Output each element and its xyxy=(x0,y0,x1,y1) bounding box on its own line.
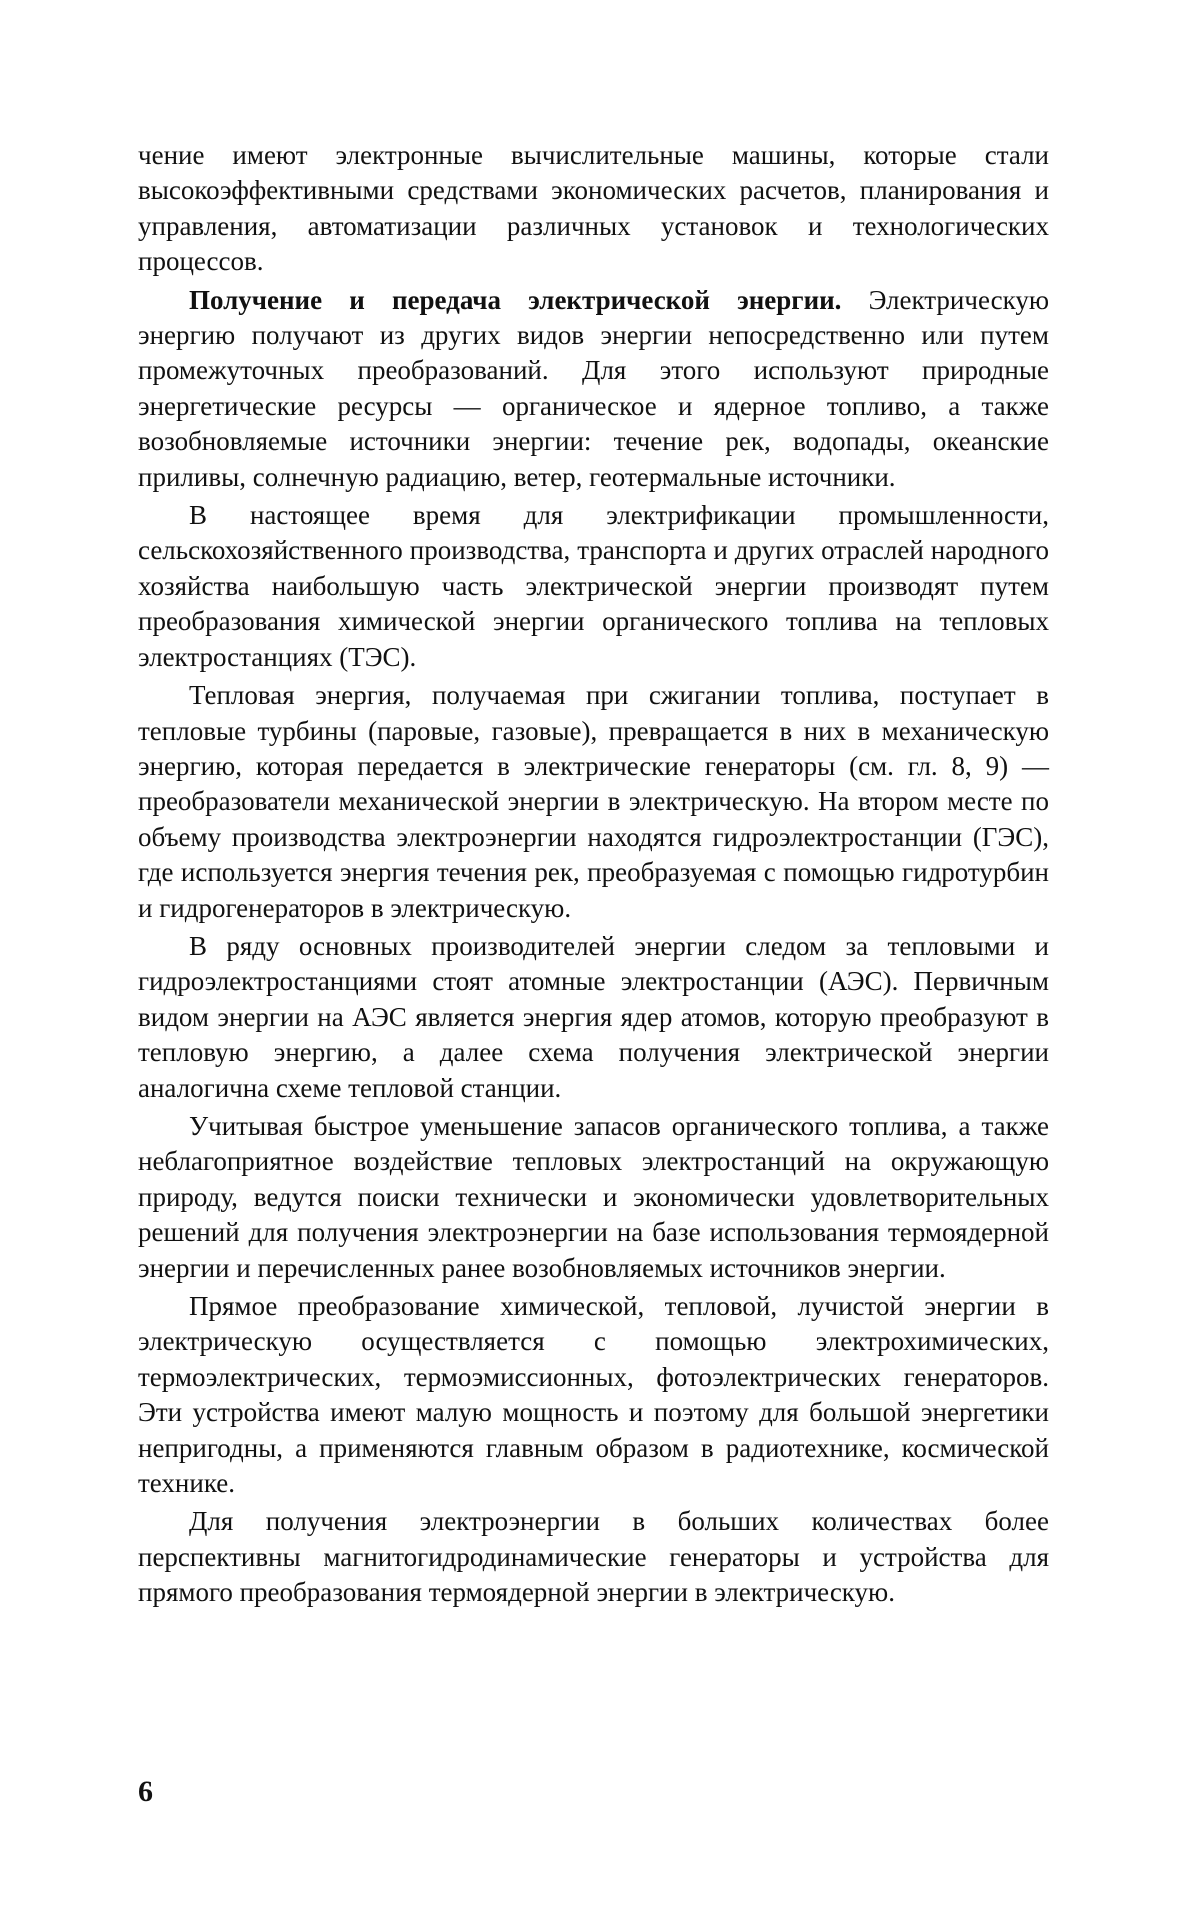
paragraph-4-text: Тепловая энергия, получаемая при сжигании топлива, поступает в тепловые турбины (паровые, газовые), превращается в них в механическую энергию, которая передается в электрические генераторы (см. гл. 8, 9) — преобразователи механической энергии в электрическую. На втором месте по объему производства электроэнергии находятся гидроэлектростанции (ГЭС), где используется энергия течения рек, преобразуемая с помощью гидротурбин и гидрогенераторов в электрическую. xyxy=(138,680,1049,923)
paragraph-4 xyxy=(138,678,1049,926)
paragraph-8-text: Для получения электроэнергии в больших количествах более перспективны магнитогидродинамические генераторы и устройства для прямого преобразования термоядерной энергии в электрическую. xyxy=(138,1506,1049,1608)
paragraph-6-text: Учитывая быстрое уменьшение запасов органического топлива, а также неблагоприятное воздействие тепловых электростанций на окружающую природу, ведутся поиски технически и экономически удовлетворительных решений для получения электроэнергии на базе использования термоядерной энергии и перечисленных ранее возобновляемых источников энергии. xyxy=(138,1110,1049,1283)
paragraph-8 xyxy=(138,1504,1049,1610)
paragraph-5-text: В ряду основных производителей энергии следом за тепловыми и гидроэлектростанциями стоят атомные электростанции (АЭС). Первичным видом энергии на АЭС является энергия ядер атомов, которую преобразуют в тепловую энергию, а далее схема получения электрической энергии аналогична схеме тепловой станции. xyxy=(138,930,1049,1103)
page-number: 6 xyxy=(138,1775,153,1808)
paragraph-7-text: Прямое преобразование химической, тепловой, лучистой энергии в электрическую осуществляется с помощью электрохимических, термоэлектрических, термоэмиссионных, фотоэлектрических генераторов. Эти устройства имеют малую мощность и поэтому для большой энергетики непригодны, а применяются главным образом в радиотехнике, космической технике. xyxy=(138,1291,1049,1499)
paragraph-1 xyxy=(138,138,1049,280)
paragraph-6 xyxy=(138,1109,1049,1286)
paragraph-5 xyxy=(138,929,1049,1106)
paragraph-1-text: чение имеют электронные вычислительные машины, которые стали высокоэффективными средствами экономических расчетов, планирования и управления, автоматизации различных установок и технологических процессов. xyxy=(138,140,1049,277)
paragraph-2-text: Электрическую энергию получают из других видов энергии непосредственно или путем промежуточных преобразований. Для этого используют природные энергетические ресурсы — органическое и ядерное топливо, а также возобновляемые источники энергии: течение рек, водопады, океанские приливы, солнечную радиацию, ветер, геотермальные источники. xyxy=(138,284,1049,492)
body-text xyxy=(138,138,1049,1614)
paragraph-3-text: В настоящее время для электрификации промышленности, сельскохозяйственного производства, транспорта и других отраслей народного хозяйства наибольшую часть электрической энергии производят путем преобразования химической энергии органического топлива на тепловых электростанциях (ТЭС). xyxy=(138,500,1049,672)
section-heading: Получение и передача электрической энергии. xyxy=(189,284,842,315)
paragraph-3 xyxy=(138,498,1049,675)
paragraph-2 xyxy=(138,283,1049,495)
paragraph-7 xyxy=(138,1289,1049,1501)
